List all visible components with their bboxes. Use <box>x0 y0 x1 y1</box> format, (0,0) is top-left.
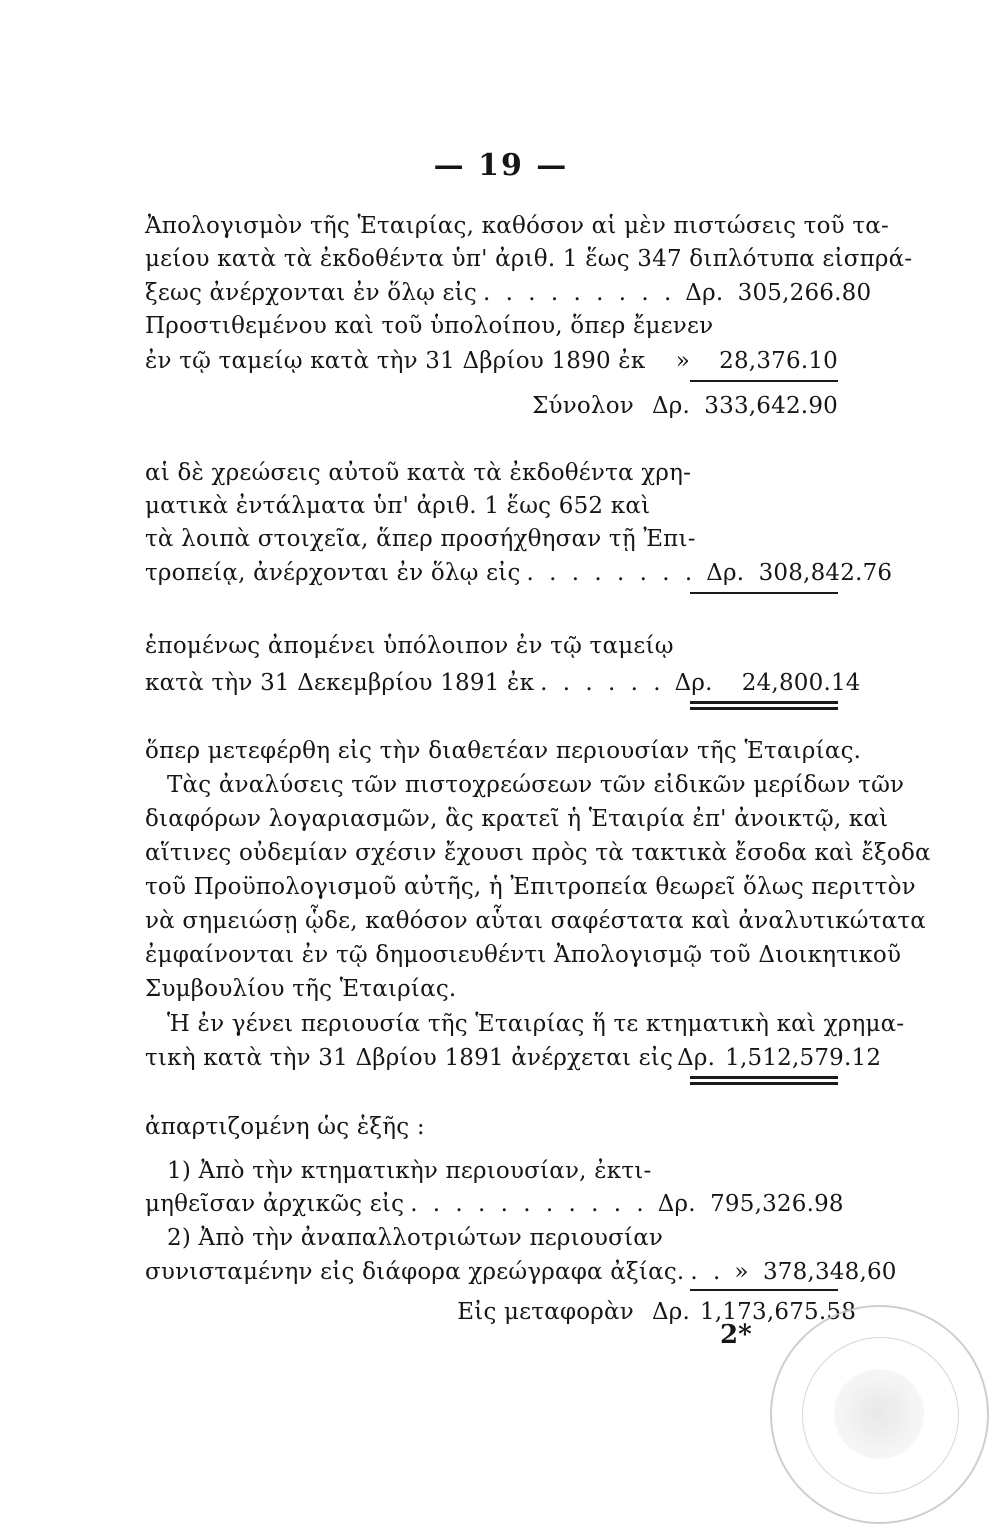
line-text: 1) Ἀπὸ τὴν κτηματικὴν περιουσίαν, ἐκτι- <box>167 1158 652 1184</box>
amount: 24,800.14 <box>741 670 861 696</box>
text-line <box>145 934 902 970</box>
currency: Δρ. <box>677 1045 716 1071</box>
leader-dots: . . . . . . <box>540 670 665 696</box>
text-line <box>145 866 916 902</box>
total-line <box>145 385 838 421</box>
line-text: ἑπομένως ἀπομένει ὑπόλοιπον ἐν τῷ ταμείῳ <box>145 633 674 659</box>
amount: 1,512,579.12 <box>725 1045 882 1071</box>
text-line <box>145 1150 838 1186</box>
ledger-line <box>145 340 838 376</box>
line-text: κατὰ τὴν 31 Δεκεμβρίου 1891 ἐκ <box>145 670 535 696</box>
text-line <box>145 764 905 800</box>
text-line <box>145 238 913 274</box>
leader-dots: . . . . . . . . . <box>482 280 676 306</box>
line-text: 2) Ἀπὸ τὴν ἀναπαλλοτριώτων περιουσίαν <box>167 1225 664 1251</box>
currency: Δρ. <box>674 670 713 696</box>
double-rule-top <box>690 1076 838 1079</box>
line-text: διαφόρων λογαριασμῶν, ἃς κρατεῖ ἡ Ἑταιρία ἐπ' ἀνοικτῷ, καὶ <box>145 806 889 832</box>
line-text: Ἡ ἐν γένει περιουσία τῆς Ἑταιρίας ἥ τε κτηματικὴ καὶ χρημα- <box>167 1011 905 1037</box>
line-text: τοῦ Προϋπολογισμοῦ αὐτῆς, ἡ Ἐπιτροπεία θεωρεῖ ὅλως περιττὸν <box>145 874 916 900</box>
amount: 28,376.10 <box>719 348 838 374</box>
text-line <box>145 452 838 488</box>
signature-mark: 2* <box>720 1320 752 1350</box>
currency: Δρ. <box>685 280 724 306</box>
total-label: Σύνολον <box>532 393 634 419</box>
line-text: Προστιθεμένου καὶ τοῦ ὑπολοίπου, ὅπερ ἔμενεν <box>145 313 714 339</box>
leader-dots: . . <box>690 1259 725 1285</box>
ledger-line <box>145 1183 844 1219</box>
amount: 378,348,60 <box>762 1259 897 1285</box>
text-line <box>145 205 889 241</box>
text-line <box>145 1217 838 1253</box>
line-text: τροπείᾳ, ἀνέρχονται ἐν ὅλῳ εἰς <box>145 560 521 586</box>
line-text: συνισταμένην εἰς διάφορα χρεώγραφα ἀξίας. <box>145 1259 685 1285</box>
line-text: τικὴ κατὰ τὴν 31 Δβρίου 1891 ἀνέρχεται εἰς <box>145 1045 674 1071</box>
line-text: μείου κατὰ τὰ ἐκδοθέντα ὑπ' ἀριθ. 1 ἕως 347 διπλότυπα εἰσπρά- <box>145 246 913 272</box>
line-text: μηθεῖσαν ἀρχικῶς εἰς <box>145 1191 405 1217</box>
text-line <box>145 625 838 661</box>
sum-rule <box>690 592 838 594</box>
text-line <box>145 1003 905 1039</box>
double-rule-top <box>690 701 838 704</box>
line-text: Συμβουλίου τῆς Ἑταιρίας. <box>145 976 457 1002</box>
line-text: ἀπαρτιζομένη ὡς ἑξῆς : <box>145 1114 425 1140</box>
line-text: Τὰς ἀναλύσεις τῶν πιστοχρεώσεων τῶν εἰδικῶν μερίδων τῶν <box>167 772 905 798</box>
ledger-line <box>145 1037 882 1073</box>
leader-dots: . . . . . . . . <box>526 560 697 586</box>
carry-forward-label: Εἰς μεταφορὰν <box>457 1299 634 1325</box>
line-text: Ἀπολογισμὸν τῆς Ἑταιρίας, καθόσον αἱ μὲν πιστώσεις τοῦ τα- <box>145 213 889 239</box>
text-line <box>145 518 838 554</box>
line-text: ὅπερ μετεφέρθη εἰς τὴν διαθετέαν περιουσίαν τῆς Ἑταιρίας. <box>145 738 862 764</box>
text-line <box>145 798 889 834</box>
double-rule-bottom <box>690 1082 838 1085</box>
amount: 305,266.80 <box>737 280 872 306</box>
amount: 795,326.98 <box>710 1191 844 1217</box>
double-rule-bottom <box>690 707 838 710</box>
currency: Δρ. <box>657 1191 696 1217</box>
text-line <box>145 730 862 766</box>
sum-rule <box>690 380 838 382</box>
line-text: αἵτινες οὐδεμίαν σχέσιν ἔχουσι πρὸς τὰ τακτικὰ ἔσοδα καὶ ἔξοδα <box>145 840 931 866</box>
currency: Δρ. <box>651 1299 690 1325</box>
currency: » <box>675 348 690 374</box>
text-line <box>145 305 838 341</box>
page-number: — 19 — <box>433 148 569 183</box>
line-text: αἱ δὲ χρεώσεις αὐτοῦ κατὰ τὰ ἐκδοθέντα χρη- <box>145 460 692 486</box>
ledger-line <box>145 1251 897 1287</box>
line-text: ἐμφαίνονται ἐν τῷ δημοσιευθέντι Ἀπολογισμῷ τοῦ Διοικητικοῦ <box>145 942 902 968</box>
amount: 308,842.76 <box>758 560 893 586</box>
library-stamp-icon <box>770 1305 989 1524</box>
currency: » <box>734 1259 749 1285</box>
ledger-line <box>145 662 861 698</box>
text-line <box>145 485 838 521</box>
text-line <box>145 832 931 868</box>
text-line <box>145 968 838 1004</box>
currency: Δρ. <box>706 560 745 586</box>
line-text: τὰ λοιπὰ στοιχεῖα, ἅπερ προσήχθησαν τῇ Ἐπι- <box>145 526 696 552</box>
ledger-line <box>145 552 893 588</box>
text-line <box>145 900 927 936</box>
line-text: ματικὰ ἐντάλματα ὑπ' ἀριθ. 1 ἕως 652 καὶ <box>145 493 651 519</box>
line-text: ξεως ἀνέρχονται ἐν ὅλῳ εἰς <box>145 280 477 306</box>
amount: 333,642.90 <box>704 393 838 419</box>
leader-dots: . . . . . . . . . . . <box>410 1191 648 1217</box>
ledger-line <box>145 272 872 308</box>
line-text: νὰ σημειώσῃ ᾧδε, καθόσον αὗται σαφέστατα καὶ ἀναλυτικώτατα <box>145 908 927 934</box>
line-text: ἐν τῷ ταμείῳ κατὰ τὴν 31 Δβρίου 1890 ἐκ <box>145 348 646 374</box>
text-line <box>145 1106 838 1142</box>
amount: 1,173,675.58 <box>700 1299 857 1325</box>
currency: Δρ. <box>651 393 690 419</box>
